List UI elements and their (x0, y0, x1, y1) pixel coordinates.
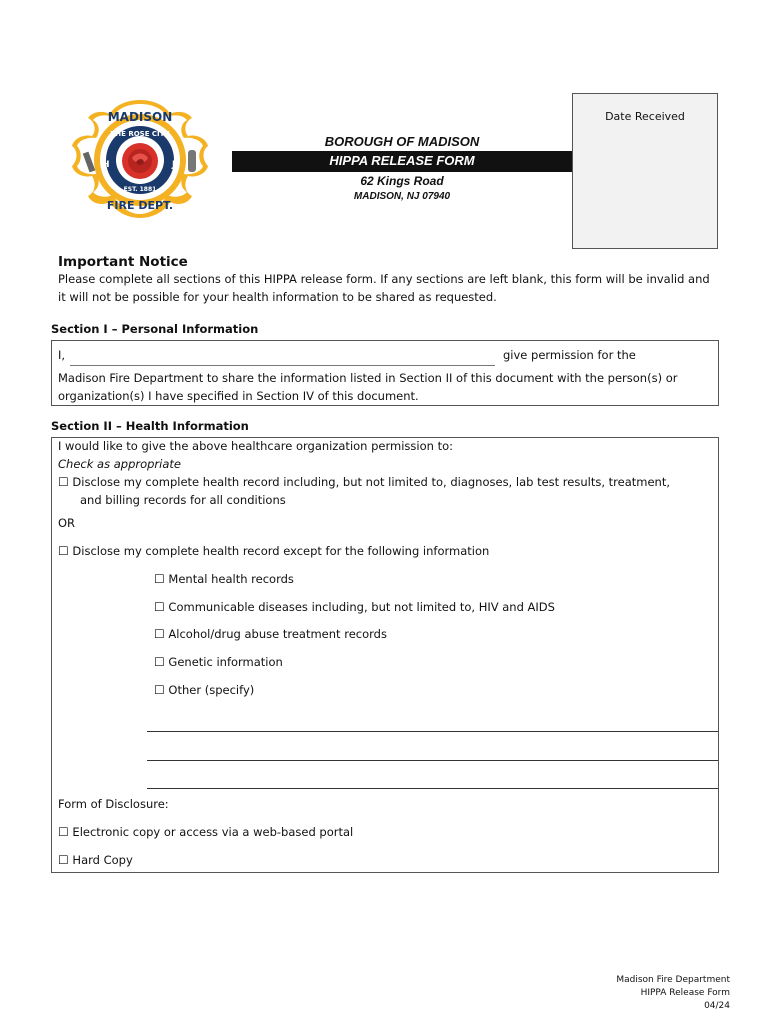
option-electronic-label: Electronic copy or access via a web-based portal (72, 825, 354, 839)
option-except-record-label: Disclose my complete health record except for the following information (72, 544, 490, 558)
exception-alcohol-drug[interactable] (154, 625, 387, 643)
address-line-2: MADISON, NJ 07940 (353, 191, 451, 202)
address-line-1: 62 Kings Road (360, 174, 444, 188)
notice-title: Important Notice (58, 254, 188, 270)
section-1-title: Section I – Personal Information (51, 322, 259, 336)
option-except-record[interactable] (58, 542, 489, 560)
form-name: HIPPA RELEASE FORM (329, 153, 475, 168)
logo-est-text: EST. 1881 (123, 186, 157, 193)
checkbox-icon[interactable]: ☐ (58, 853, 69, 867)
option-full-record-label: Disclose my complete health record including, but not limited to, diagnoses, lab test results, treatment, (72, 475, 670, 489)
logo-top-text: MADISON (107, 110, 173, 124)
exception-genetic[interactable] (154, 653, 283, 671)
exception-label: Communicable diseases including, but not limited to, HIV and AIDS (168, 600, 555, 614)
option-hard-copy-label: Hard Copy (72, 853, 133, 867)
borough-title: BOROUGH OF MADISON (324, 134, 480, 149)
section-1-line-2: Madison Fire Department to share the information listed in Section II of this document with the person(s) or (58, 371, 678, 385)
checkbox-icon[interactable]: ☐ (154, 683, 165, 697)
or-label: OR (58, 516, 76, 530)
checkbox-icon[interactable]: ☐ (58, 475, 69, 489)
footer-date: 04/24 (704, 1001, 730, 1011)
option-full-record-label-2: and billing records for all conditions (80, 493, 286, 507)
checkbox-icon[interactable]: ☐ (154, 655, 165, 669)
checkbox-icon[interactable]: ☐ (58, 544, 69, 558)
logo-right-letter: J (172, 160, 176, 170)
exception-label: Mental health records (168, 572, 294, 586)
notice-text-line-1: Please complete all sections of this HIPPA release form. If any sections are left blank, this form will be invalid and (58, 272, 710, 286)
section-1-i-label: I, (58, 348, 66, 362)
exception-communicable[interactable] (154, 598, 555, 616)
notice-text-line-2: it will not be possible for your health information to be shared as requested. (58, 290, 497, 304)
exception-mental-health[interactable] (154, 570, 294, 588)
check-note: Check as appropriate (58, 457, 181, 471)
exception-label: Other (specify) (168, 683, 255, 697)
logo-bottom-text: FIRE DEPT. (106, 199, 174, 212)
exception-other[interactable] (154, 681, 254, 699)
footer-form: HIPPA Release Form (640, 988, 730, 998)
checkbox-icon[interactable]: ☐ (154, 572, 165, 586)
footer-org: Madison Fire Department (616, 975, 730, 985)
name-field[interactable] (70, 349, 495, 366)
specify-line-2[interactable] (147, 760, 718, 761)
option-electronic[interactable] (58, 823, 353, 841)
exception-label: Alcohol/drug abuse treatment records (168, 627, 387, 641)
checkbox-icon[interactable]: ☐ (154, 600, 165, 614)
checkbox-icon[interactable]: ☐ (58, 825, 69, 839)
section-2-intro: I would like to give the above healthcare organization permission to: (58, 439, 453, 453)
checkbox-icon[interactable]: ☐ (154, 627, 165, 641)
section-2-title: Section II – Health Information (51, 419, 249, 433)
option-hard-copy[interactable] (58, 851, 133, 869)
date-received-label: Date Received (605, 110, 685, 123)
logo-left-letter: H (102, 160, 110, 170)
option-full-record[interactable] (58, 473, 670, 491)
date-received-box[interactable] (572, 93, 718, 249)
exception-label: Genetic information (168, 655, 283, 669)
logo-ring-text: THE ROSE CITY (110, 130, 170, 138)
section-1-permission: give permission for the (503, 348, 636, 362)
section-1-line-3: organization(s) I have specified in Section IV of this document. (58, 389, 419, 403)
fire-dept-logo (66, 96, 214, 224)
specify-line-3[interactable] (147, 788, 718, 789)
specify-line-1[interactable] (147, 731, 718, 732)
form-of-disclosure-label: Form of Disclosure: (58, 797, 169, 811)
